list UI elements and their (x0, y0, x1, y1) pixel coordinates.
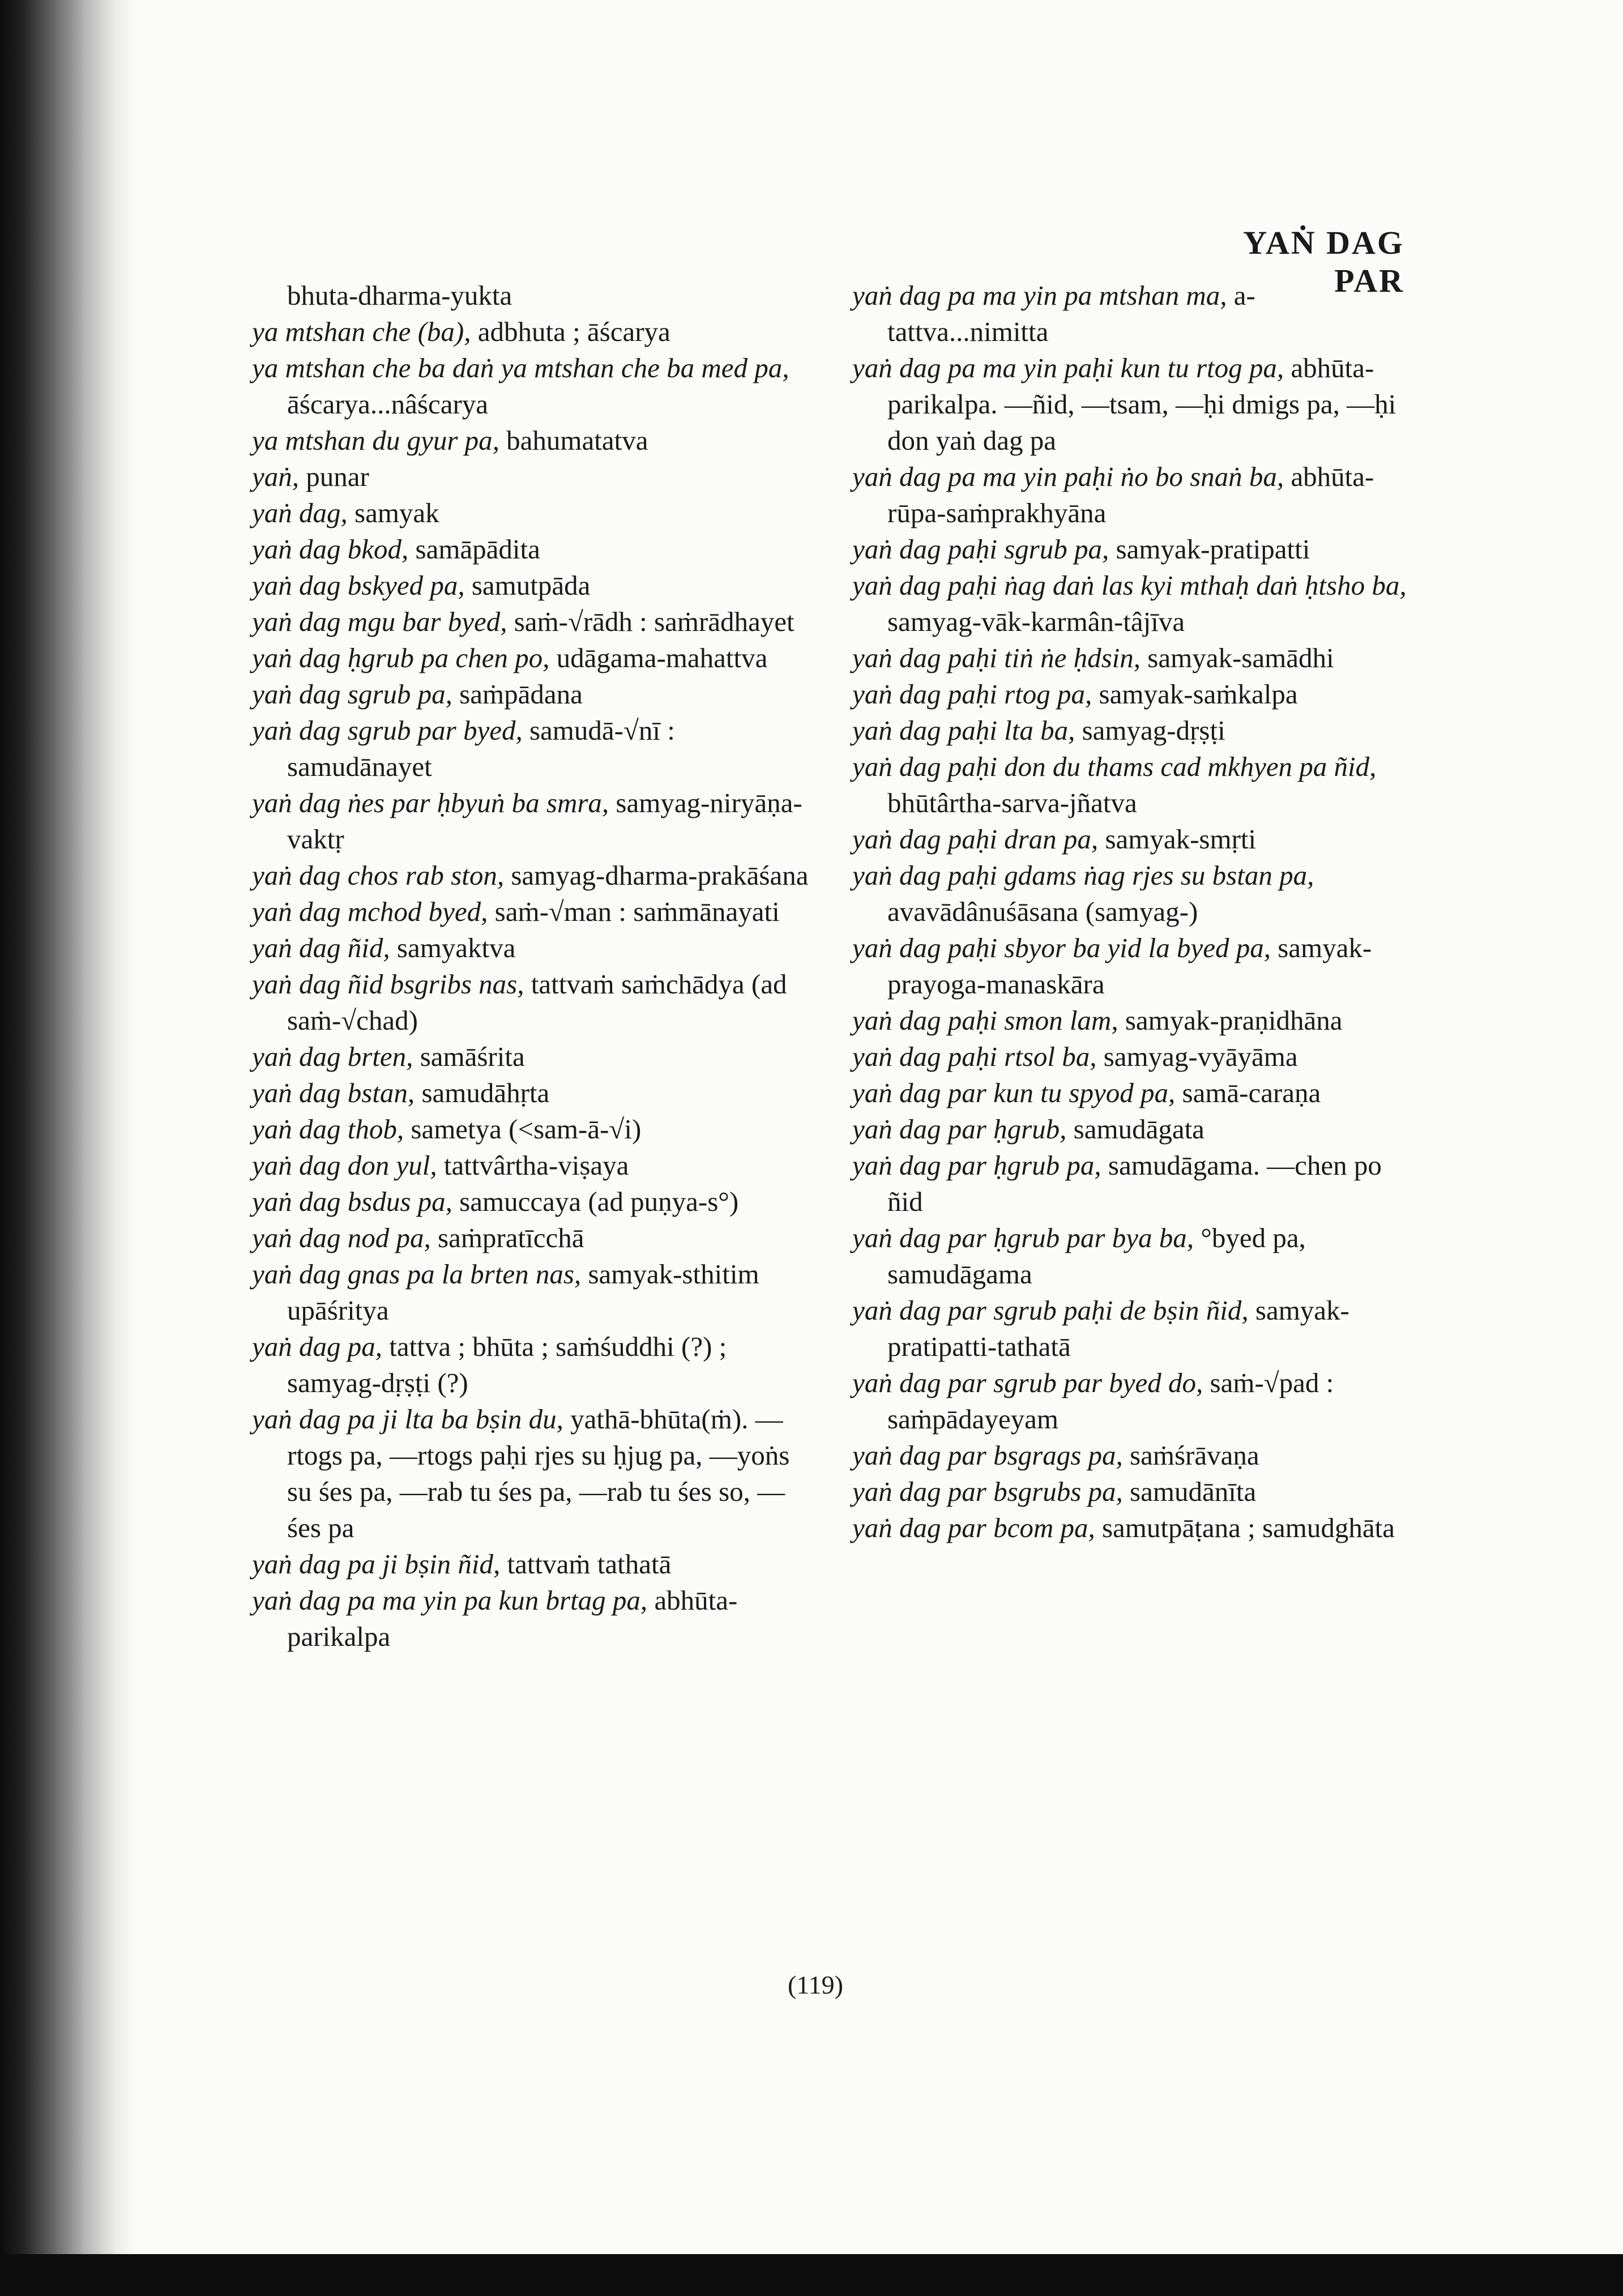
tibetan-headword: yaṅ dag don yul, (252, 1150, 437, 1181)
dictionary-entry (252, 1039, 818, 1075)
sanskrit-equivalent: samyag-dharma-prakāśana (511, 860, 809, 891)
tibetan-headword: yaṅ dag pa, (252, 1331, 382, 1362)
sanskrit-equivalent: samyak-pratipatti-tathatā (887, 1295, 1349, 1362)
sanskrit-equivalent: sametya (<sam-ā-√i) (411, 1113, 642, 1145)
sanskrit-equivalent: saṁ-√rādh : saṁrādhayet (514, 606, 795, 637)
tibetan-headword: yaṅ dag pa ma yin paḥi ṅo bo snaṅ ba, (852, 461, 1284, 492)
sanskrit-equivalent: bhuta-dharma-yukta (287, 280, 512, 311)
dictionary-entry (252, 930, 818, 966)
dictionary-entry (852, 821, 1413, 857)
tibetan-headword: yaṅ dag pa ma yin pa mtshan ma, (852, 280, 1227, 311)
tibetan-headword: yaṅ dag chos rab ston, (252, 860, 505, 891)
tibetan-headword: yaṅ dag par bsgrags pa, (852, 1440, 1123, 1471)
tibetan-headword: yaṅ dag bstan, (252, 1077, 415, 1108)
dictionary-entry (252, 531, 818, 567)
sanskrit-equivalent: samyag-niryāṇa-vaktṛ (287, 787, 802, 855)
sanskrit-equivalent: °byed pa, samudāgama (887, 1222, 1306, 1290)
tibetan-headword: ya mtshan du gyur pa, (252, 425, 499, 456)
dictionary-entry (252, 1329, 818, 1401)
sanskrit-equivalent: saṁpratīcchā (438, 1222, 584, 1253)
right-column (852, 278, 1413, 1546)
sanskrit-equivalent: āścarya...nâścarya (287, 389, 489, 420)
tibetan-headword: yaṅ dag bskyed pa, (252, 570, 465, 601)
dictionary-entry (852, 531, 1413, 567)
sanskrit-equivalent: samuccaya (ad puṇya-s°) (459, 1186, 739, 1217)
dictionary-entry (252, 495, 818, 531)
tibetan-headword: yaṅ dag pa ma yin pa kun brtag pa, (252, 1585, 648, 1616)
tibetan-headword: yaṅ dag paḥi rtog pa, (852, 678, 1092, 710)
dictionary-entry (852, 1075, 1413, 1111)
dictionary-entry (852, 1510, 1413, 1546)
tibetan-headword: yaṅ dag gnas pa la brten nas, (252, 1258, 582, 1290)
sanskrit-equivalent: punar (306, 461, 369, 492)
dictionary-entry (852, 676, 1413, 712)
tibetan-headword: yaṅ, (252, 461, 299, 492)
dictionary-entry (852, 459, 1413, 531)
sanskrit-equivalent: tattva ; bhūta ; saṁśuddhi (?) ; samyag-dṛṣṭi (?) (287, 1331, 727, 1398)
dictionary-entry (852, 1220, 1413, 1292)
sanskrit-equivalent: samyak-sthitim upāśritya (287, 1258, 759, 1326)
tibetan-headword: yaṅ dag, (252, 497, 348, 528)
tibetan-headword: yaṅ dag mchod byed, (252, 896, 488, 927)
sanskrit-equivalent: samyak (355, 497, 439, 528)
sanskrit-equivalent: tattvaṁ saṁchādya (ad saṁ-√chad) (287, 968, 787, 1036)
tibetan-headword: yaṅ dag ḥgrub pa chen po, (252, 642, 550, 673)
tibetan-headword: yaṅ dag pa ji bṣin ñid, (252, 1548, 501, 1580)
dictionary-entry (252, 857, 818, 894)
sanskrit-equivalent: samyag-vāk-karmân-tâjīva (887, 606, 1185, 637)
sanskrit-equivalent: samudānīta (1130, 1476, 1257, 1507)
dictionary-entry (852, 857, 1413, 930)
sanskrit-equivalent: samyaktva (396, 932, 516, 963)
dictionary-entry (852, 640, 1413, 676)
tibetan-headword: ya mtshan che (ba), (252, 316, 471, 347)
sanskrit-equivalent: samyag-vyāyāma (1103, 1041, 1298, 1072)
dictionary-entry (852, 712, 1413, 749)
sanskrit-equivalent: samudāgama. —chen po ñid (887, 1150, 1382, 1217)
tibetan-headword: yaṅ dag paḥi sgrub pa, (852, 534, 1109, 565)
dictionary-entry (252, 459, 818, 495)
sanskrit-equivalent: samāśrita (420, 1041, 525, 1072)
dictionary-entry (852, 1292, 1413, 1365)
running-head: YAṄ DAG PAR (1243, 224, 1404, 299)
dictionary-entry (252, 1401, 818, 1546)
dictionary-entry (252, 350, 818, 423)
dictionary-entry (252, 1220, 818, 1256)
dictionary-entry (252, 1111, 818, 1147)
sanskrit-equivalent: abhūta-parikalpa. —ñid, —tsam, —ḥi dmigs pa, —ḥi don yaṅ dag pa (887, 352, 1396, 456)
tibetan-headword: yaṅ dag paḥi sbyor ba yid la byed pa, (852, 932, 1271, 963)
dictionary-entry (252, 1184, 818, 1220)
dictionary-entry (252, 314, 818, 350)
dictionary-entry (252, 1546, 818, 1582)
dictionary-entry (852, 930, 1413, 1002)
tibetan-headword: yaṅ dag par kun tu spyod pa, (852, 1077, 1176, 1108)
dictionary-entry (852, 1147, 1413, 1220)
tibetan-headword: ya mtshan che ba daṅ ya mtshan che ba med pa, (252, 352, 789, 383)
tibetan-headword: yaṅ dag par bcom pa, (852, 1512, 1095, 1543)
sanskrit-equivalent: samyag-dṛṣṭi (1082, 715, 1225, 746)
tibetan-headword: yaṅ dag pa ji lta ba bṣin du, (252, 1403, 563, 1435)
scan-left-edge-shadow (0, 0, 136, 2296)
tibetan-headword: yaṅ dag par sgrub par byed do, (852, 1367, 1203, 1398)
tibetan-headword: yaṅ dag paḥi smon lam, (852, 1005, 1118, 1036)
sanskrit-equivalent: samyak-pratipatti (1116, 534, 1310, 565)
dictionary-entry (252, 966, 818, 1039)
tibetan-headword: yaṅ dag ñid, (252, 932, 390, 963)
dictionary-entry (252, 640, 818, 676)
dictionary-entry (852, 278, 1413, 350)
dictionary-entry (852, 1039, 1413, 1075)
page-number: (119) (788, 1970, 843, 1999)
sanskrit-equivalent: yathā-bhūta(ṁ). —rtogs pa, —rtogs paḥi rjes su ḥjug pa, —yoṅs su śes pa, —rab tu śes pa, —rab tu śes so, —śes pa (287, 1403, 790, 1543)
left-column (252, 278, 818, 1655)
sanskrit-equivalent: tattvârtha-viṣaya (443, 1150, 629, 1181)
sanskrit-equivalent: adbhuta ; āścarya (477, 316, 670, 347)
sanskrit-equivalent: saṁ-√man : saṁmānayati (494, 896, 780, 927)
tibetan-headword: yaṅ dag par ḥgrub pa, (852, 1150, 1101, 1181)
tibetan-headword: yaṅ dag par sgrub paḥi de bṣin ñid, (852, 1295, 1249, 1326)
dictionary-entry (252, 604, 818, 640)
sanskrit-equivalent: samyak-samādhi (1147, 642, 1334, 673)
dictionary-entry (852, 1002, 1413, 1039)
sanskrit-equivalent: abhūta-rūpa-saṁprakhyāna (887, 461, 1374, 528)
tibetan-headword: yaṅ dag nod pa, (252, 1222, 431, 1253)
dictionary-entry (252, 1582, 818, 1655)
tibetan-headword: yaṅ dag sgrub par byed, (252, 715, 523, 746)
tibetan-headword: yaṅ dag paḥi ṅag daṅ las kyi mthaḥ daṅ ḥtsho ba, (852, 570, 1407, 601)
tibetan-headword: yaṅ dag paḥi don du thams cad mkhyen pa ñid, (852, 751, 1377, 782)
dictionary-entry (252, 785, 818, 857)
tibetan-headword: yaṅ dag paḥi tiṅ ṅe ḥdsin, (852, 642, 1141, 673)
tibetan-headword: yaṅ dag brten, (252, 1041, 413, 1072)
tibetan-headword: yaṅ dag paḥi lta ba, (852, 715, 1075, 746)
dictionary-entry (252, 1256, 818, 1329)
dictionary-entry (252, 278, 818, 314)
sanskrit-equivalent: saṁpādana (459, 678, 583, 710)
sanskrit-equivalent: samutpāda (471, 570, 591, 601)
tibetan-headword: yaṅ dag sgrub pa, (252, 678, 452, 710)
tibetan-headword: yaṅ dag ṅes par ḥbyuṅ ba smra, (252, 787, 609, 818)
scan-bottom-edge-shadow (0, 2254, 1623, 2296)
sanskrit-equivalent: tattvaṁ tathatā (507, 1548, 672, 1580)
sanskrit-equivalent: samyak-praṇidhāna (1125, 1005, 1343, 1036)
dictionary-entry (252, 894, 818, 930)
sanskrit-equivalent: samāpādita (415, 534, 540, 565)
dictionary-entry (252, 423, 818, 459)
sanskrit-equivalent: samyak-prayoga-manaskāra (887, 932, 1372, 1000)
tibetan-headword: yaṅ dag bsdus pa, (252, 1186, 452, 1217)
tibetan-headword: yaṅ dag par ḥgrub, (852, 1113, 1067, 1145)
sanskrit-equivalent: samyak-smṛti (1105, 823, 1257, 855)
dictionary-entry (252, 1075, 818, 1111)
sanskrit-equivalent: samā-caraṇa (1182, 1077, 1321, 1108)
dictionary-entry (252, 567, 818, 604)
sanskrit-equivalent: saṁ-√pad : saṁpādayeyam (887, 1367, 1334, 1435)
tibetan-headword: yaṅ dag thob, (252, 1113, 404, 1145)
dictionary-entry (852, 1474, 1413, 1510)
tibetan-headword: yaṅ dag ñid bsgribs nas, (252, 968, 524, 1000)
sanskrit-equivalent: saṁśrāvaṇa (1130, 1440, 1259, 1471)
sanskrit-equivalent: samutpāṭana ; samudghāta (1101, 1512, 1395, 1543)
sanskrit-equivalent: abhūta-parikalpa (287, 1585, 738, 1652)
tibetan-headword: yaṅ dag paḥi rtsol ba, (852, 1041, 1097, 1072)
dictionary-entry (852, 1365, 1413, 1437)
sanskrit-equivalent: udāgama-mahattva (556, 642, 768, 673)
tibetan-headword: yaṅ dag par ḥgrub par bya ba, (852, 1222, 1194, 1253)
sanskrit-equivalent: samyak-saṁkalpa (1099, 678, 1298, 710)
tibetan-headword: yaṅ dag mgu bar byed, (252, 606, 507, 637)
dictionary-entry (852, 1111, 1413, 1147)
dictionary-entry (252, 712, 818, 785)
tibetan-headword: yaṅ dag par bsgrubs pa, (852, 1476, 1123, 1507)
sanskrit-equivalent: bhūtârtha-sarva-jñatva (887, 787, 1137, 818)
dictionary-entry (852, 1437, 1413, 1474)
tibetan-headword: yaṅ dag paḥi dran pa, (852, 823, 1099, 855)
dictionary-entry (852, 350, 1413, 459)
sanskrit-equivalent: samudāhṛta (421, 1077, 550, 1108)
dictionary-entry (852, 749, 1413, 821)
sanskrit-equivalent: bahumatatva (506, 425, 648, 456)
dictionary-entry (252, 1147, 818, 1184)
dictionary-entry (852, 567, 1413, 640)
sanskrit-equivalent: samudā-√nī : samudānayet (287, 715, 675, 782)
sanskrit-equivalent: samudāgata (1073, 1113, 1205, 1145)
tibetan-headword: yaṅ dag paḥi gdams ṅag rjes su bstan pa, (852, 860, 1314, 891)
tibetan-headword: yaṅ dag pa ma yin paḥi kun tu rtog pa, (852, 352, 1284, 383)
sanskrit-equivalent: avavādânuśāsana (samyag-) (887, 896, 1198, 927)
sanskrit-equivalent: a-tattva...nimitta (887, 280, 1255, 347)
dictionary-entry (252, 676, 818, 712)
tibetan-headword: yaṅ dag bkod, (252, 534, 409, 565)
